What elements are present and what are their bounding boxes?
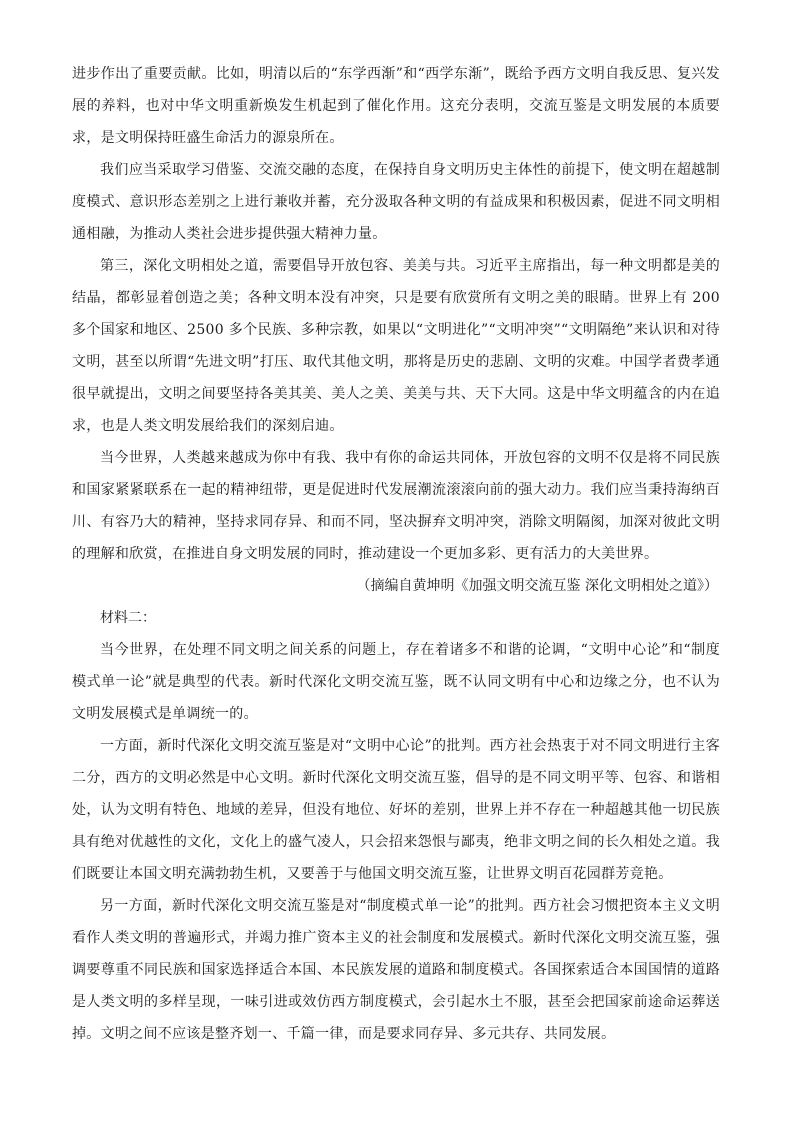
- paragraph-1: 进步作出了重要贡献。比如，明清以后的“东学西渐”和“西学东渐”，既给予西方文明自我反思、复兴发展的养料，也对中华文明重新焕发生机起到了催化作用。这充分表明，交流互鉴是文明发展的本质要求，是文明保持旺盛生命活力的源泉所在。: [72, 66, 720, 146]
- paragraph-4: 当今世界，人类越来越成为你中有我、我中有你的命运共同体，开放包容的文明不仅是将不同民族和国家紧紧联系在一起的精神纽带，更是促进时代发展潮流滚滚向前的强大动力。我们应当秉持海纳百川、有容乃大的精神，坚持求同存异、和而不同，坚决摒弃文明冲突，消除文明隔阂，加深对彼此文明的理解和欣赏，在推进自身文明发展的同时，推动建设一个更加多彩、更有活力的大美世界。: [72, 450, 720, 562]
- paragraph-3: 第三，深化文明相处之道，需要倡导开放包容、美美与共。习近平主席指出，每一种文明都是美的结晶，都彰显着创造之美；各种文明本没有冲突，只是要有欣赏所有文明之美的眼睛。世界上有 200 多个国家和地区、2500 多个民族、多种宗教，如果以“文明进化”“文明冲突”“文明隔绝”来认识和对待文明，甚至以所谓“先进文明”打压、取代其他文明，那将是历史的悲剧、文明的灾难。中国学者费孝通很早就提出，文明之间要坚持各美其美、美人之美、美美与共、天下大同。这是中华文明蕴含的内在追求，也是人类文明发展给我们的深刻启迪。: [72, 258, 720, 434]
- document-page: [72, 58, 720, 1050]
- paragraph-7: 另一方面，新时代深化文明交流互鉴是对“制度模式单一论”的批判。西方社会习惯把资本主义文明看作人类文明的普遍形式，并竭力推广资本主义的社会制度和发展模式。新时代深化文明交流互鉴，强调要尊重不同民族和国家选择适合本国、本民族发展的道路和制度模式。各国探索适合本国国情的道路是人类文明的多样呈现，一味引进或效仿西方制度模式，会引起水土不服，甚至会把国家前途命运葬送掉。文明之间不应该是整齐划一、千篇一律，而是要求同存异、多元共存、共同发展。: [72, 898, 720, 1042]
- paragraph-2: 我们应当采取学习借鉴、交流交融的态度，在保持自身文明历史主体性的前提下，使文明在超越制度模式、意识形态差别之上进行兼收并蓄，充分汲取各种文明的有益成果和积极因素，促进不同文明相通相融，为推动人类社会进步提供强大精神力量。: [72, 162, 720, 242]
- paragraph-6: 一方面，新时代深化文明交流互鉴是对“文明中心论”的批判。西方社会热衷于对不同文明进行主客二分，西方的文明必然是中心文明。新时代深化文明交流互鉴，倡导的是不同文明平等、包容、和谐相处，认为文明有特色、地域的差异，但没有地位、好坏的差别，世界上并不存在一种超越其他一切民族具有绝对优越性的文化，文化上的盛气凌人，只会招来怨恨与鄙夷，绝非文明之间的长久相处之道。我们既要让本国文明充满勃勃生机，又要善于与他国文明交流互鉴，让世界文明百花园群芳竞艳。: [72, 738, 720, 882]
- source-citation: （摘编自黄坤明《加强文明交流互鉴 深化文明相处之道》）: [356, 578, 718, 594]
- paragraph-5: 当今世界，在处理不同文明之间关系的问题上，存在着诸多不和谐的论调，“文明中心论”和“制度模式单一论”就是典型的代表。新时代深化文明交流互鉴，既不认同文明有中心和边缘之分，也不认为文明发展模式是单调统一的。: [72, 642, 720, 722]
- material-label: 材料二：: [100, 610, 156, 626]
